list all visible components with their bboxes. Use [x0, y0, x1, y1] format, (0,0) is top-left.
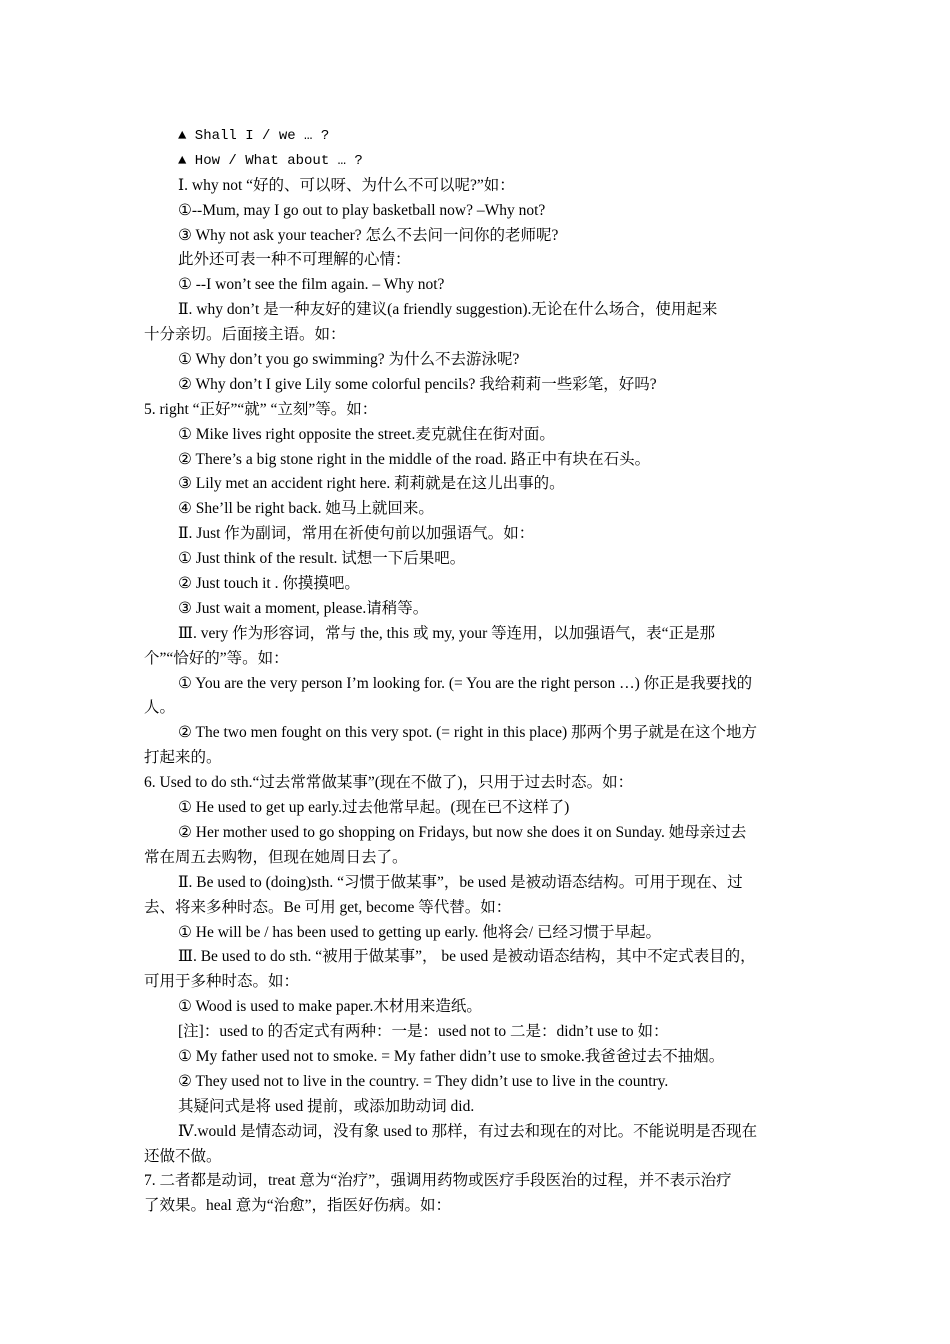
text-line: 打起来的。: [144, 749, 222, 767]
text-line: ② Just touch it . 你摸摸吧。: [178, 575, 360, 593]
text-line: ③ Just wait a moment, please.请稍等。: [178, 599, 429, 617]
text-line: 其疑问式是将 used 提前，或添加助动词 did.: [178, 1097, 475, 1115]
text-line: ① --I won’t see the film again. – Why not?: [178, 276, 445, 294]
document-body: [144, 124, 816, 1219]
text-line: 7. 二者都是动词，treat 意为“治疗”，强调用药物或医疗手段医治的过程，并不表示治疗: [144, 1172, 732, 1190]
text-line: ② Her mother used to go shopping on Fridays, but now she does it on Sunday. 她母亲过去: [178, 823, 747, 841]
text-line: ① My father used not to smoke. = My father didn’t use to smoke.我爸爸过去不抽烟。: [178, 1047, 725, 1065]
text-line: Ⅲ. Be used to do sth. “被用于做某事”， be used 是被动语态结构，其中不定式表目的，: [178, 948, 756, 966]
text-line: 可用于多种时态。如：: [144, 973, 300, 991]
text-line: ③ Why not ask your teacher? 怎么不去问一问你的老师呢?: [178, 226, 559, 244]
text-line: 人。: [144, 699, 176, 717]
text-line: ① Mike lives right opposite the street.麦克就住在街对面。: [178, 425, 555, 443]
text-line: ② There’s a big stone right in the middle of the road. 路正中有块在石头。: [178, 450, 651, 468]
text-line: 了效果。heal 意为“治愈”，指医好伤病。如：: [144, 1197, 451, 1215]
text-line: ① You are the very person I’m looking for. (= You are the right person …) 你正是我要找的: [178, 674, 753, 692]
text-line: ▲ Shall I / we … ?: [178, 128, 330, 144]
text-line: Ⅱ. Just 作为副词，常用在祈使句前以加强语气。如：: [178, 525, 535, 543]
text-line: ① Why don’t you go swimming? 为什么不去游泳呢?: [178, 351, 520, 369]
text-line: ①--Mum, may I go out to play basketball now? –Why not?: [178, 201, 546, 219]
text-line: Ⅱ. Be used to (doing)sth. “习惯于做某事”，be used 是被动语态结构。可用于现在、过: [178, 873, 743, 891]
text-line: 5. right “正好”“就” “立刻”等。如：: [144, 400, 378, 418]
text-line: ▲ How / What about … ?: [178, 152, 363, 169]
text-line: ③ Lily met an accident right here. 莉莉就是在这儿出事的。: [178, 475, 565, 493]
text-line: 去、将来多种时态。Be 可用 get, become 等代替。如：: [144, 898, 512, 916]
text-line: ② Why don’t I give Lily some colorful pencils? 我给莉莉一些彩笔，好吗?: [178, 375, 657, 393]
text-line: Ⅲ. very 作为形容词，常与 the, this 或 my, your 等连用，以加强语气，表“正是那: [178, 624, 716, 642]
text-line: 个”“恰好的”等。如：: [144, 649, 289, 667]
text-line: 还做不做。: [144, 1147, 222, 1165]
text-line: 常在周五去购物，但现在她周日去了。: [144, 848, 408, 866]
text-line: Ⅱ. why don’t 是一种友好的建议(a friendly suggestion).无论在什么场合，使用起来: [178, 301, 718, 319]
text-line: 6. Used to do sth.“过去常常做某事”(现在不做了)，只用于过去时态。如：: [144, 774, 634, 792]
text-line: ① He will be / has been used to getting up early. 他将会/ 已经习惯于早起。: [178, 923, 661, 941]
text-line: ① Just think of the result. 试想一下后果吧。: [178, 550, 466, 568]
text-line: [注]：used to 的否定式有两种：一是：used not to 二是：didn’t use to 如：: [178, 1023, 669, 1041]
text-line: ② They used not to live in the country. = They didn’t use to live in the country.: [178, 1072, 669, 1090]
text-line: Ⅰ. why not “好的、可以呀、为什么不可以呢?”如：: [178, 176, 515, 194]
text-line: ② The two men fought on this very spot. (= right in this place) 那两个男子就是在这个地方: [178, 724, 758, 742]
text-line: 十分亲切。后面接主语。如：: [144, 326, 346, 344]
text-line: ① Wood is used to make paper.木材用来造纸。: [178, 998, 482, 1016]
text-line: Ⅳ.would 是情态动词，没有象 used to 那样，有过去和现在的对比。不能说明是否现在: [178, 1122, 758, 1140]
text-line: ① He used to get up early.过去他常早起。(现在已不这样了): [178, 799, 570, 817]
text-line: 此外还可表一种不可理解的心情：: [178, 251, 411, 269]
text-line: ④ She’ll be right back. 她马上就回来。: [178, 500, 434, 518]
